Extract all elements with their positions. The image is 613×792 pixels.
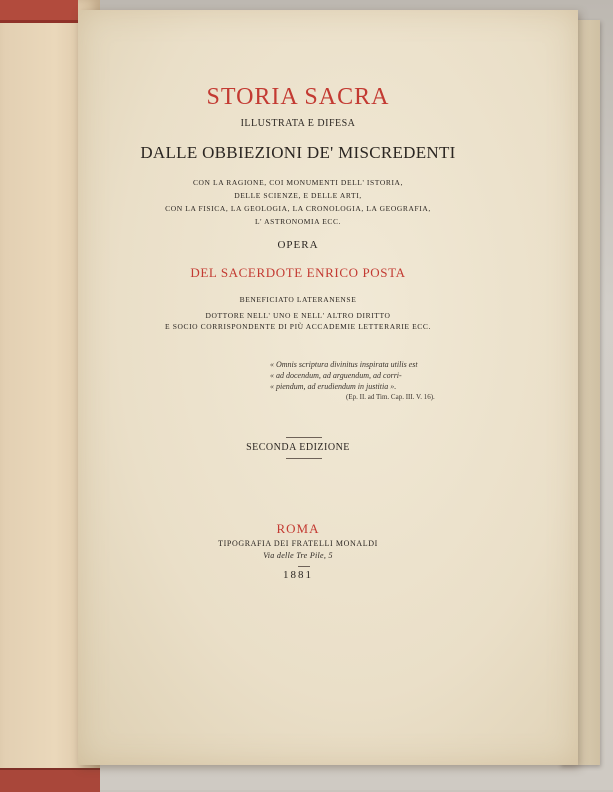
book-main-line: DALLE OBBIEZIONI DE' MISCREDENTI	[140, 143, 456, 162]
methods-line: L' ASTRONOMIA ECC.	[254, 217, 342, 226]
divider	[286, 458, 322, 459]
cover-red-edge-bottom	[0, 768, 100, 792]
author-line: DEL SACERDOTE ENRICO POSTA	[190, 265, 406, 280]
epigraph-line: « piendum, ad erudiendum in justitia ».	[270, 382, 397, 391]
book-subtitle: ILLUSTRATA E DIFESA	[240, 118, 356, 129]
cover-red-edge-top	[0, 0, 78, 23]
epigraph	[270, 359, 440, 403]
book-title: STORIA SACRA	[206, 84, 390, 110]
opera-label: OPERA	[277, 239, 319, 251]
divider	[286, 437, 322, 438]
credential-line: BENEFICIATO LATERANENSE	[239, 295, 357, 304]
printer-label: TIPOGRAFIA DEI FRATELLI MONALDI	[218, 539, 378, 548]
divider	[298, 566, 310, 567]
methods-line: CON LA RAGIONE, COI MONUMENTI DELL' ISTORIA,	[192, 178, 404, 187]
epigraph-line: « ad docendum, ad arguendum, ad corri-	[270, 371, 402, 380]
year-label: 1881	[283, 569, 313, 581]
credential-line: DOTTORE NELL' UNO E NELL' ALTRO DIRITTO	[205, 311, 391, 320]
place-label: ROMA	[276, 521, 320, 536]
epigraph-reference: (Ep. II. ad Tim. Cap. III. V. 16).	[346, 393, 435, 401]
credential-line: E SOCIO CORRISPONDENTE DI PIÙ ACCADEMIE LETTERARIE ECC.	[165, 322, 431, 331]
methods-line: DELLE SCIENZE, E DELLE ARTI,	[234, 191, 362, 200]
epigraph-line: « Omnis scriptura divinitus inspirata utilis est	[270, 360, 418, 369]
edition-label: SECONDA EDIZIONE	[246, 442, 350, 453]
address-label: Via delle Tre Pile, 5	[263, 551, 333, 560]
methods-line: CON LA FISICA, LA GEOLOGIA, LA CRONOLOGIA, LA GEOGRAFIA,	[165, 204, 431, 213]
